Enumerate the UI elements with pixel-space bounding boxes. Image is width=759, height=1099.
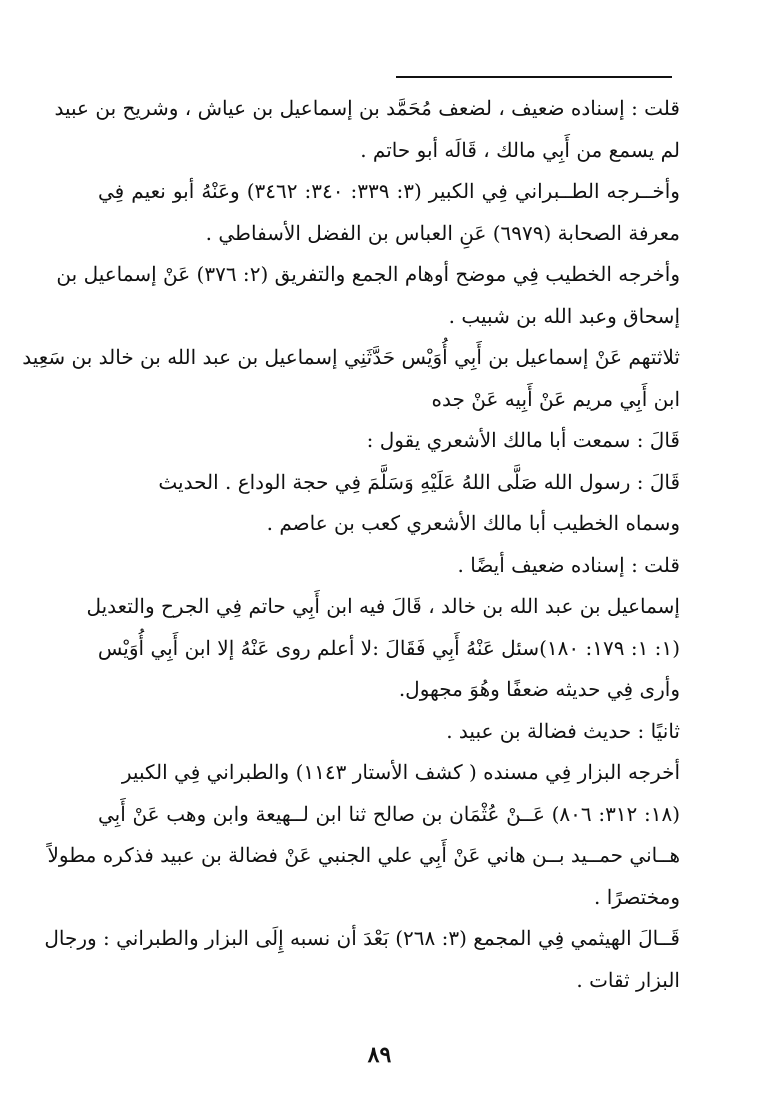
page-number: ٨٩ — [367, 1042, 392, 1068]
text-line: هــاني حمــيد بــن هاني عَنْ أَبِي علي الجنبي عَنْ فضالة بن عبيد فذكره مطولاً — [47, 843, 680, 867]
text-line: معرفة الصحابة (٦٩٧٩) عَنِ العباس بن الفضل الأسفاطي . — [205, 220, 680, 245]
text-line: وأخرجه الخطيب فِي موضح أوهام الجمع والتفريق (٢: ٣٧٦) عَنْ إسماعيل بن — [56, 262, 680, 286]
text-line: (١٨: ٣١٢: ٨٠٦) عَــنْ عُثْمَان بن صالح ثنا ابن لــهيعة وابن وهب عَنْ أَبِي — [98, 801, 680, 826]
text-line: قَالَ : سمعت أبا مالك الأشعري يقول : — [366, 428, 680, 452]
text-line: ابن أَبِي مريم عَنْ أَبِيه عَنْ جده — [431, 386, 680, 411]
footnote-separator-rule — [396, 76, 672, 78]
text-line: وأخــرجه الطــبراني فِي الكبير (٣: ٣٣٩: ٣٤٠: ٣٤٦٢) وعَنْهُ أبو نعيم فِي — [98, 179, 680, 203]
text-line: لم يسمع من أَبِي مالك ، قَالَه أبو حاتم . — [360, 137, 680, 162]
text-line: قلت : إسناده ضعيف ، لضعف مُحَمَّد بن إسماعيل بن عياش ، وشريح بن عبيد — [54, 96, 680, 120]
text-line: ومختصرًا . — [594, 884, 680, 909]
text-line: قَــالَ الهيثمي فِي المجمع (٣: ٢٦٨) بَعْدَ أن نسبه إِلَى البزار والطبراني : ورجال — [44, 926, 680, 950]
text-line: أخرجه البزار فِي مسنده ( كشف الأستار ١١٤٣) والطبراني فِي الكبير — [121, 760, 680, 784]
text-line: قَالَ : رسول الله صَلَّى اللهُ عَلَيْهِ وَسَلَّمَ فِي حجة الوداع . الحديث — [158, 469, 680, 494]
text-line: وسماه الخطيب أبا مالك الأشعري كعب بن عاصم . — [266, 511, 680, 535]
text-line: (١: ١: ١٧٩: ١٨٠)سئل عَنْهُ أَبِي فَقَالَ :لا أعلم روى عَنْهُ إلا ابن أَبِي أُوَيْس — [97, 635, 680, 660]
text-line: إسماعيل بن عبد الله بن خالد ، قَالَ فيه ابن أَبِي حاتم فِي الجرح والتعديل — [86, 594, 680, 618]
text-line: قلت : إسناده ضعيف أيضًا . — [457, 552, 680, 577]
text-line: البزار ثقات . — [576, 967, 680, 992]
page-body — [22, 88, 680, 1001]
text-line: ثانيًا : حديث فضالة بن عبيد . — [446, 718, 680, 743]
text-line: إسحاق وعبد الله بن شبيب . — [448, 303, 680, 328]
text-line: ثلاثتهم عَنْ إسماعيل بن أَبِي أُوَيْس حَدَّثَنِي إسماعيل بن عبد الله بن خالد بن سَعِيد — [22, 345, 680, 369]
text-line: وأرى فِي حديثه ضعفًا وهُوَ مجهول. — [398, 677, 680, 701]
